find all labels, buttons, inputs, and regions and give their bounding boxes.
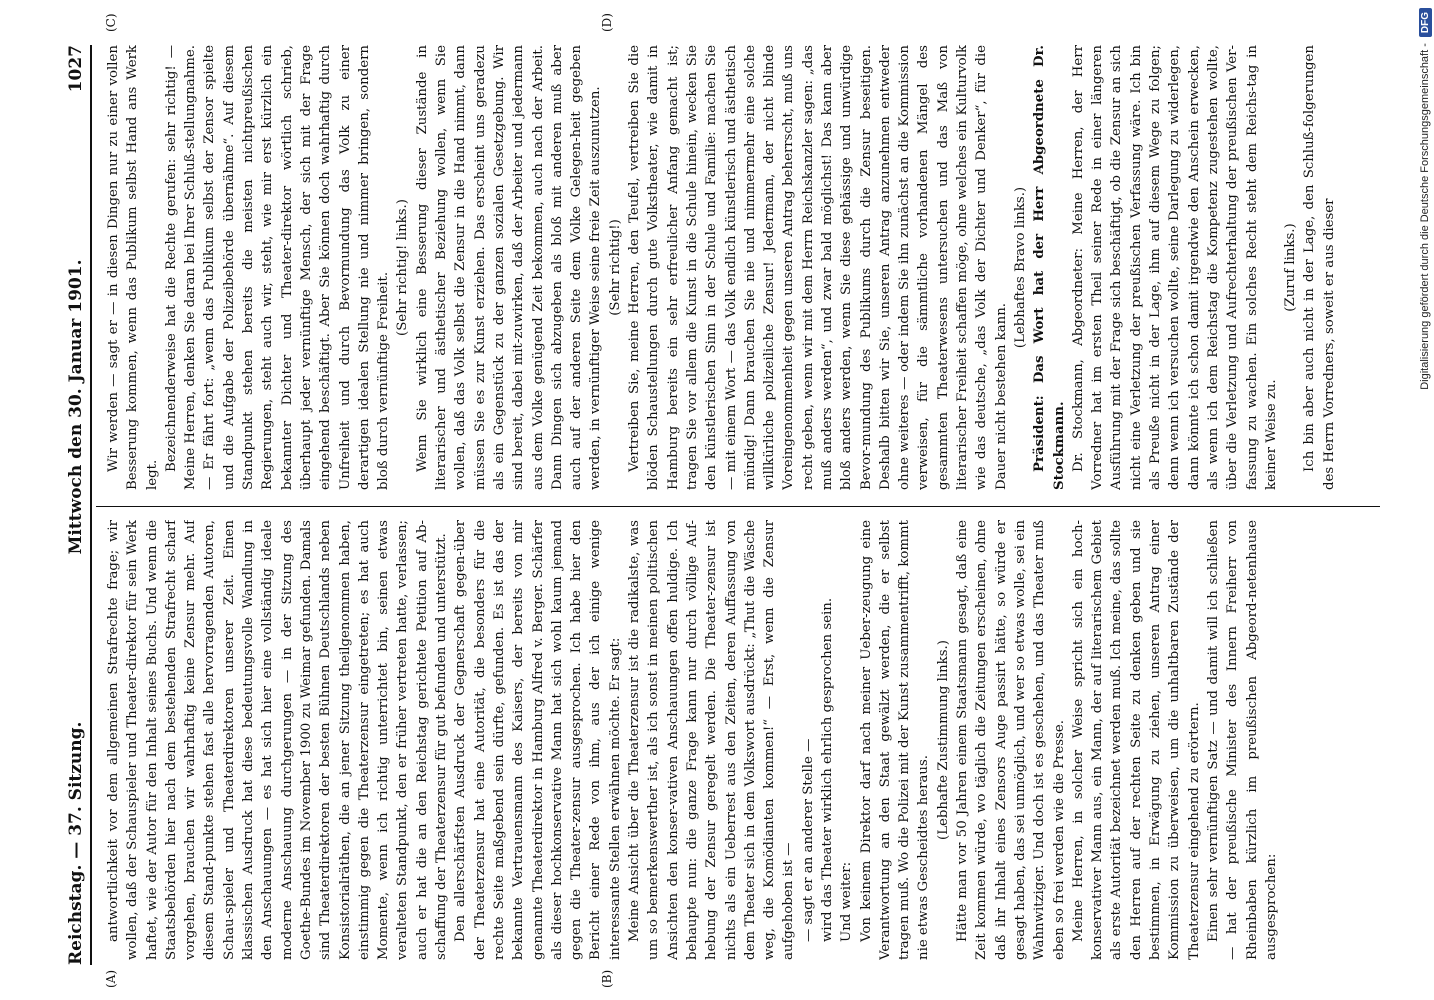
paragraph: Bezeichnenderweise hat die Rechte gerufen: sehr richtig! — Meine Herren, denken Sie daran bei Ihrer Schluß-stellungnahme. — Er fährt fort: „wenn das Publikum selbst der Zensor spielte und die Aufgabe der Polizeibehörde übernähme“. Auf diesem Standpunkt stehen bereits die meisten nichtpreußischen Regierungen, steht auch wir, steht, wie mir erst kürzlich ein bekannter Dichter und Theater-direktor wörtlich schrieb, überhaupt jeder vernünftige Mensch, der sich mit der Frage eingehend beschäftigt. Aber Sie können doch wahrhaftig durch Unfreiheit und durch Bevormundung das Volk zu einer derartigen idealen Stellung nie und nimmer bringen, sondern bloß durch vernünftige Freiheit. bbox=[163, 45, 392, 490]
paragraph: Ich bin aber auch nicht in der Lage, den Schluß-folgerungen des Herrn Vorredners, soweit er aus dieser bbox=[1302, 45, 1337, 490]
speaker-paragraph: Dr. Stockmann, Abgeordneter: Meine Herren, der Herr Vorredner hat im ersten Theil seiner Rede in einer längeren Ausführung mit der Frage sich beschäftigt, ob die Zensur an sich nicht eine Verletzung der preußischen Verfassung wäre. Ich bin als Preuße nicht in der Lage, ihm auf diesem Wege zu folgen; denn wenn ich versuchen wollte, seine Darlegung zu widerlegen, dann könnte ich schon damit irgendwie den Anschein erwecken, als wenn ich dem Reichstag die Kompetenz zugestehen wollte, über die Verletzung und Aufrechterhaltung der preußischen Ver-fassung zu wachen. Ein solches Recht steht dem Reichs-tag in keiner Weise zu. bbox=[1070, 45, 1279, 490]
right-column bbox=[104, 45, 1380, 490]
interjection: (Sehr richtig! links.) bbox=[395, 199, 411, 336]
quote-paragraph: Von keinem Direktor darf nach meiner Ueber-zeugung eine Verantwortung an den Staat gewälzt werden, die er selbst tragen muß. Wo die Polizei mit der Kunst zusammentrifft, kommt nie etwas Gescheidtes heraus. bbox=[858, 520, 932, 960]
paragraph: antwortlichkeit vor dem allgemeinen Strafrechte frage; wir wollen, daß der Schauspieler und Theater-direktor für sein Werk haftet, wie der Autor für den Inhalt seines Buchs. Und wenn die Staatsbehörden hier nach dem bestehenden Strafrecht scharf vorgehen, brauchen wir wahrhaftig keine Zensur mehr. Auf diesem Stand-punkte stehen fast alle hervorragenden Autoren, Schau-spieler und Theaterdirektoren unserer Zeit. Einen klassischen Ausdruck hat diese bedeutungsvolle Wandlung in den Anschauungen — es hat sich hier eine vollständig ideale moderne Anschauung durchgerungen — in der Sitzung des Goethe-Bundes im November 1900 zu Weimar gefunden. Damals sind Theaterdirektoren der besten Bühnen Deutschlands neben Konsistorialräthen, die an jener Sitzung theilgenommen haben, einstimmig gegen die Theaterzensur eingetreten; es hat auch Momente, wenn ich richtig unterrichtet bin, seinen etwas veralteten Standpunkt, den er früher vertreten hatte, verlassen; auch er hat die an den Reichstag gerichtete Petition auf Ab-schaffung der Theaterzensur für gut befunden und unterstützt. bbox=[106, 520, 450, 960]
quote-paragraph: Wir werden — sagt er — in diesen Dingen nur zu einer vollen Besserung kommen, wenn das Publikum selbst Hand ans Werk legt. bbox=[106, 45, 160, 490]
digitization-credit bbox=[1410, 8, 1432, 993]
header-rule bbox=[90, 45, 92, 965]
paragraph: — sagt er an anderer Stelle — bbox=[800, 738, 816, 942]
margin-marker-c: (C) bbox=[104, 13, 118, 32]
paragraph: Und weiter: bbox=[839, 861, 855, 942]
page-header bbox=[56, 45, 86, 965]
margin-marker-d: (D) bbox=[600, 13, 614, 32]
dfg-logo: DFG bbox=[1419, 8, 1432, 37]
header-date: Mittwoch den 30. Januar 1901. bbox=[66, 259, 86, 555]
paragraph: Einen sehr vernünftigen Satz — und damit will ich schließen — hat der preußische Minister des Innern Freiherr von Rheinbaben kürzlich im preußischen Abgeord-netenhause ausgesprochen: bbox=[1205, 520, 1279, 960]
quote-paragraph: Meine Ansicht über die Theaterzensur ist die radikalste, was um so bemerkenswerther ist, als ich sonst in meinen politischen Ansichten den konser-vativen Anschauungen offen huldige. Ich behaupte nun: die ganze Frage kann nur durch völlige Auf-hebung der Zensur geregelt werden. Die Theater-zensur ist nichts als ein Ueberrest aus den Zeiten, deren Auffassung von dem Theater sich in dem Volkswort ausdrückt: „Thut die Wäsche weg, die Komödianten kommen!“ — Erst, wenn die Zensur aufgehoben ist — bbox=[627, 520, 797, 960]
president-statement: Präsident: Das Wort hat der Herr Abgeordnete Dr. Stockmann. bbox=[1032, 45, 1067, 490]
paragraph: Den allerschärfsten Ausdruck der Gegnerschaft gegen-über der Theaterzensur hat eine Autorität, die besonders für die rechte Seite maßgebend sein dürfte, gefunden. Es ist das der bekannte Vertrauensmann des Kaisers, der bereits von mir genannte Theaterdirektor in Hamburg Alfred v. Berger. Schärfer als dieser hochkonservative Mann hat sich wohl kaum jemand gegen die Theater-zensur ausgesprochen. Ich habe hier den Bericht einer Rede von ihm, aus der ich einige wenige interessante Stellen erwähnen möchte. Er sagt: bbox=[453, 520, 623, 960]
left-column bbox=[104, 520, 1380, 960]
interjection: (Sehr richtig!) bbox=[607, 219, 623, 316]
paragraph: Wenn Sie wirklich eine Besserung dieser Zustände in literarischer und ästhetischer Beziehung wollen, wenn Sie wollen, daß das Volk selbst die Zensur in die Hand nimmt, dann müssen Sie es zur Kunst erziehen. Das erscheint uns geradezu als ein Gegenstück zu der ganzen sozialen Gesetzgebung. Wir sind bereit, dabei mit-zuwirken, daß der Arbeiter und jedermann aus dem Volke genügend Zeit bekommen, auch nach der Arbeit. Dann Dingen sich abzugeben als bloß mit anderen muß aber auch auf der anderen Seite dem Volke Gelegen-heit gegeben werden, in vernünftiger Weise seine freie Zeit auszunutzen. bbox=[414, 45, 604, 490]
column-divider bbox=[96, 506, 1380, 507]
interjection: (Lebhaftes Bravo links.) bbox=[1012, 186, 1028, 349]
interjection: (Zuruf links.) bbox=[1283, 223, 1299, 312]
paragraph: Vertreiben Sie, meine Herren, den Teufel, vertreiben Sie die blöden Schaustellungen durch gute Volkstheater, wie damit in Hamburg bereits ein sehr erfreulicher Anfang gemacht ist; tragen Sie vor allem die Kunst in die Schule hinein, wecken Sie den künstlerischen Sinn in der Schule und Familie: machen Sie — mit einem Wort — das Volk endlich künstlerisch und ästhetisch mündig! Dann brauchen Sie nie und nimmermehr eine solche willkürliche polizeiliche Zensur! Jedermann, der nicht blinde Voreingenommenheit gegen unseren Antrag beherrscht, muß uns recht geben, wenn wir mit dem Herrn Reichskanzler sagen: „das muß anders werden“, und zwar bald möglichst! Das kann aber bloß anders werden, wenn Sie diese gehässige und unwürdige Bevor-mundung des Publikums durch die Zensur beseitigen. Deshalb bitten wir Sie, unseren Antrag anzunehmen entweder ohne weiteres — oder indem Sie ihn zunächst an die Kommission verweisen, für die sämmtliche vorhandenen Mängel des gesammten Theaterwesens untersuchen und das Maß von literarischer Freiheit schaffen möge, ohne welches ein Kulturvolk wie das deutsche, „das Volk der Dichter und Denker“, für die Dauer nicht bestehen kann. bbox=[627, 45, 1009, 490]
header-session: Reichstag. — 37. Sitzung. bbox=[66, 721, 86, 965]
credit-text: Digitalisierung gefördert durch die Deutsche Forschungsgemeinschaft - bbox=[1419, 43, 1431, 390]
paragraph: wird das Theater wirklich ehrlich gesprochen sein. bbox=[819, 597, 835, 942]
quote-paragraph: Hätte man vor 50 Jahren einem Staatsmann gesagt, daß eine Zeit kommen würde, wo täglich die Zeitungen erscheinen, ohne daß ihr Inhalt eines Zensors Auge passirt hätte, so würde er gesagt haben, das sei unmöglich, und wer so etwas wolle, sei ein Wahnwitziger. Und doch ist es geschehen, und das Theater muß eben so frei werden wie die Presse. bbox=[955, 520, 1067, 960]
page-number: 1027 bbox=[66, 45, 86, 93]
margin-marker-a: (A) bbox=[104, 969, 118, 988]
paragraph: Meine Herren, in solcher Weise spricht sich ein hoch-konservativer Mann aus, ein Mann, der auf literarischem Gebiet als erste Autorität bezeichnet werden muß. Ich meine, das sollte den Herren auf der rechten Seite zu denken geben und sie bestimmen, in Erwägung zu ziehen, unseren Antrag einer Kommission zu überweisen, um die unhaltbaren Zustände der Theaterzensur eingehend zu erörtern. bbox=[1070, 520, 1202, 960]
margin-marker-b: (B) bbox=[600, 969, 614, 988]
interjection: (Lebhafte Zustimmung links.) bbox=[935, 640, 951, 840]
